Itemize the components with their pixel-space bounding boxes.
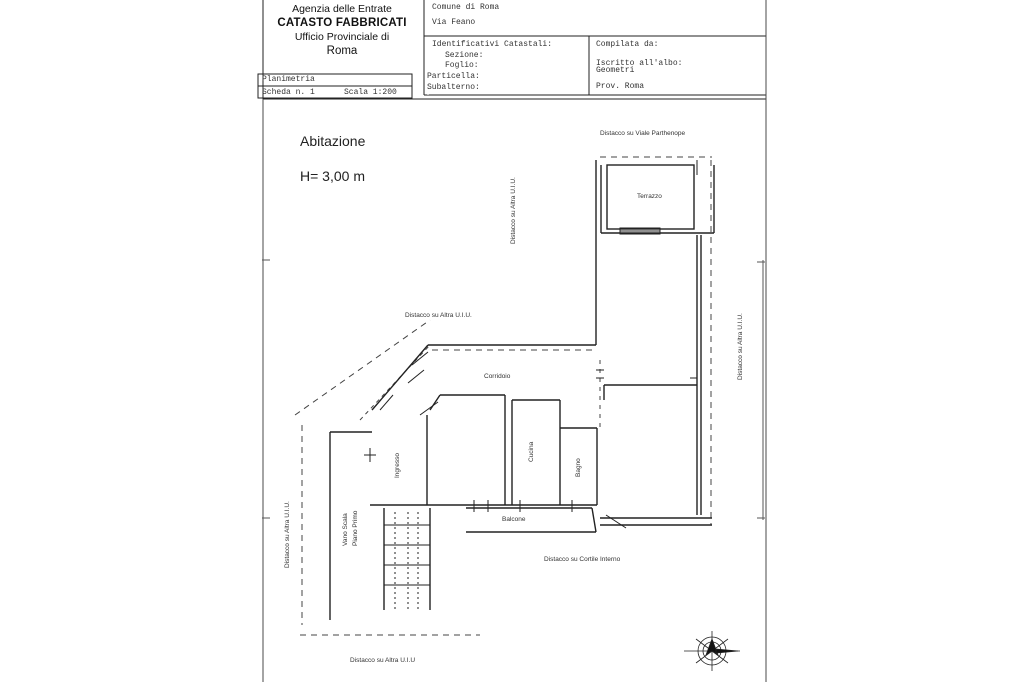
iscritto-category: Geometri xyxy=(596,66,635,75)
identificativi-label: Identificativi Catastali: xyxy=(432,40,553,49)
provincia-name: Roma xyxy=(326,45,358,57)
subalterno-label: Subalterno: xyxy=(427,83,480,92)
distacco-altra-uiu-left-label: Distacco su Altra U.I.U. xyxy=(284,501,291,568)
foglio-label: Foglio: xyxy=(445,61,479,70)
bagno-label: Bagno xyxy=(575,458,582,477)
cucina-label: Cucina xyxy=(528,441,535,462)
comune-field: Comune di Roma xyxy=(432,3,500,12)
compilata-label: Compilata da: xyxy=(596,40,659,49)
sezione-label: Sezione: xyxy=(445,51,484,60)
via-field: Via Feano xyxy=(432,18,476,27)
distacco-altra-uiu-right-label: Distacco su Altra U.I.U. xyxy=(737,313,744,380)
distacco-cortile-label: Distacco su Cortile Interno xyxy=(544,556,621,563)
ingresso-label: Ingresso xyxy=(394,453,401,478)
distacco-parthenope-label: Distacco su Viale Parthenope xyxy=(600,130,686,137)
provincia-field: Prov. Roma xyxy=(596,82,645,91)
scala-label: Scala 1:200 xyxy=(344,88,397,97)
piano-primo-label: Piano Primo xyxy=(352,510,359,546)
distacco-altra-uiu-top-label: Distacco su Altra U.I.U. xyxy=(405,312,472,319)
corridoio-label: Corridoio xyxy=(484,373,511,380)
terrazzo-label: Terrazzo xyxy=(637,193,662,200)
particella-label: Particella: xyxy=(427,72,480,81)
distacco-altra-uiu-vertical-label: Distacco su Altra U.I.U. xyxy=(510,177,517,244)
planimetria-label: Planimetria xyxy=(262,75,315,84)
catasto-title: CATASTO FABBRICATI xyxy=(277,17,407,29)
iscritto-label: Iscritto all'albo: xyxy=(596,59,683,68)
vano-scala-label: Vano Scala xyxy=(342,513,349,546)
compass-rose-icon xyxy=(684,631,740,671)
unit-title: Abitazione xyxy=(300,133,366,149)
ufficio-label: Ufficio Provinciale di xyxy=(294,31,390,43)
agency-name: Agenzia delle Entrate xyxy=(292,3,392,15)
agency-header xyxy=(268,2,416,72)
distacco-altra-uiu-bottom-label: Distacco su Altra U.I.U xyxy=(350,657,416,664)
ceiling-height: H= 3,00 m xyxy=(300,168,365,184)
balcone-label: Balcone xyxy=(502,516,526,523)
scheda-label: Scheda n. 1 xyxy=(262,88,315,97)
